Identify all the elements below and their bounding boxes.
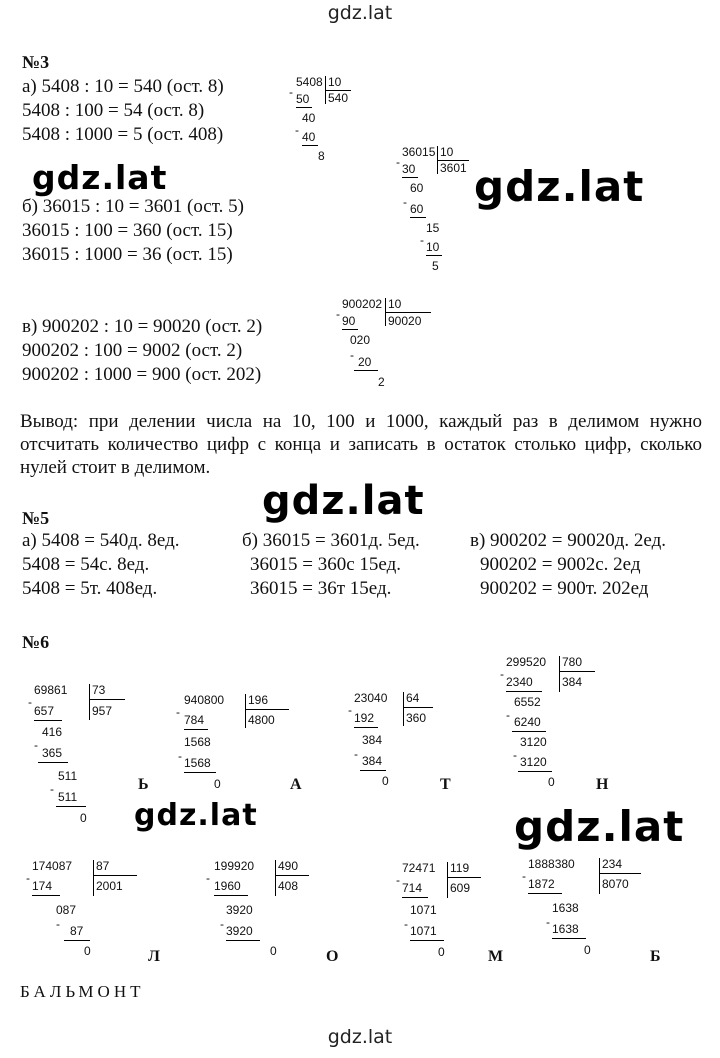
letter-n: Н [596, 776, 609, 793]
step: 40 [302, 111, 316, 125]
long-division-23040: 23040 64 360 - 192 384 - 384 0 [348, 692, 448, 792]
step: 10 [426, 240, 440, 254]
step: 50 [296, 92, 310, 106]
step: 384 [362, 733, 383, 747]
step: 1638 [552, 922, 579, 936]
quotient: 4800 [248, 713, 275, 727]
quotient: 360 [406, 711, 427, 725]
dividend: 299520 [506, 655, 547, 669]
quotient: 540 [328, 91, 349, 105]
exercise-3b-line-2: 36015 : 100 = 360 (ост. 15) [22, 220, 233, 241]
divisor: 87 [96, 859, 110, 873]
step: 0 [382, 774, 389, 788]
exercise-3a-line-2: 5408 : 100 = 54 (ост. 8) [22, 100, 205, 121]
step: 365 [42, 746, 63, 760]
answer-word: БАЛЬМОНТ [20, 982, 145, 1001]
exercise-5b-line-3: 36015 = 36т 15ед. [250, 578, 392, 599]
divisor: 73 [92, 683, 106, 697]
dividend: 23040 [354, 691, 388, 705]
conclusion-text: Вывод: при делении числа на 10, 100 и 1000, каждый раз в делимом нужно отсчитать количество цифр с конца и записать в остаток столько цифр, сколько нулей стоит в делимом. [20, 411, 702, 478]
divisor: 119 [450, 861, 470, 875]
divisor: 490 [278, 859, 299, 873]
exercise-3a-line-1: а) 5408 : 10 = 540 (ост. 8) [22, 76, 224, 97]
exercise-5c-line-1: в) 900202 = 90020д. 2ед. [470, 530, 667, 551]
exercise-5c-line-2: 900202 = 9002с. 2ед [480, 554, 641, 575]
watermark-bottom: gdz.lat [327, 1026, 393, 1048]
step: 1568 [184, 756, 211, 770]
long-division-900202: 900202 10 90020 - 90 020 - 20 2 [336, 298, 446, 398]
step: 1638 [552, 901, 579, 915]
exercise-3a-line-3: 5408 : 1000 = 5 (ост. 408) [22, 124, 224, 145]
step: 1960 [214, 879, 241, 893]
dividend: 1888380 [528, 857, 575, 871]
letter-t: Т [440, 776, 451, 793]
divisor: 780 [562, 655, 583, 669]
step: 1071 [410, 924, 437, 938]
quotient: 957 [92, 704, 113, 718]
long-division-72471: 72471 119 609 - 714 1071 - 1071 0 [396, 862, 506, 962]
step: 20 [358, 355, 372, 369]
step: 0 [548, 775, 555, 789]
long-division-1888380: 1888380 234 8070 - 1872 1638 - 1638 0 [522, 858, 652, 958]
step: 3920 [226, 924, 253, 938]
step: 60 [410, 181, 424, 195]
long-division-69861: 69861 73 957 - 657 416 - 365 511 - 511 0 [28, 684, 128, 829]
dividend: 174087 [32, 859, 73, 873]
divisor: 10 [388, 297, 402, 311]
watermark-overlay: gdz.lat [514, 802, 685, 851]
dividend: 72471 [402, 861, 436, 875]
step: 6552 [514, 695, 541, 709]
exercise-3c-line-2: 900202 : 100 = 9002 (ост. 2) [22, 340, 243, 361]
step: 90 [342, 314, 356, 328]
exercise-5a-line-3: 5408 = 5т. 408ед. [22, 578, 158, 599]
step: 3120 [520, 755, 547, 769]
step: 0 [80, 811, 87, 825]
dividend: 36015 [402, 145, 436, 159]
exercise-5c-line-3: 900202 = 900т. 202ед [480, 578, 649, 599]
step: 714 [402, 881, 423, 895]
dividend: 900202 [342, 297, 383, 311]
dividend: 940800 [184, 693, 225, 707]
step: 40 [302, 130, 316, 144]
step: 192 [354, 711, 375, 725]
long-division-174087: 174087 87 2001 - 174 087 - 87 0 [26, 860, 146, 960]
step: 3920 [226, 903, 253, 917]
quotient: 408 [278, 879, 299, 893]
step: 0 [584, 943, 591, 957]
dividend: 199920 [214, 859, 255, 873]
step: 1071 [410, 903, 437, 917]
exercise-5b-line-1: б) 36015 = 3601д. 5ед. [242, 530, 420, 551]
step: 511 [58, 790, 78, 804]
step: 6240 [514, 715, 541, 729]
step: 1872 [528, 877, 555, 891]
exercise-3-header: №3 [22, 52, 50, 72]
letter-a: А [290, 776, 302, 793]
exercise-5-header: №5 [22, 508, 50, 528]
long-division-940800: 940800 196 4800 - 784 1568 - 1568 0 [176, 694, 292, 794]
step: 60 [410, 202, 424, 216]
watermark-top: gdz.lat [327, 2, 393, 24]
step: 3120 [520, 735, 547, 749]
exercise-5b-line-2: 36015 = 360с 15ед. [250, 554, 401, 575]
step: 8 [318, 149, 325, 163]
step: 384 [362, 754, 383, 768]
divisor: 64 [406, 691, 420, 705]
exercise-3b-line-1: б) 36015 : 10 = 3601 (ост. 5) [22, 196, 244, 217]
exercise-3c-line-1: в) 900202 : 10 = 90020 (ост. 2) [22, 316, 263, 337]
letter-o: О [326, 948, 339, 965]
exercise-5a-line-2: 5408 = 54с. 8ед. [22, 554, 150, 575]
step: 416 [42, 725, 63, 739]
watermark-overlay: gdz.lat [262, 478, 425, 524]
exercise-3c-line-3: 900202 : 1000 = 900 (ост. 202) [22, 364, 262, 385]
quotient: 2001 [96, 879, 123, 893]
divisor: 234 [602, 857, 623, 871]
step: 1568 [184, 735, 211, 749]
step: 657 [34, 704, 55, 718]
quotient: 384 [562, 675, 583, 689]
letter-b: Б [650, 948, 661, 965]
long-division-299520: 299520 780 384 - 2340 6552 - 6240 3120 - 3120 0 [500, 656, 620, 801]
step: 0 [270, 944, 277, 958]
step: 784 [184, 713, 205, 727]
step: 174 [32, 879, 53, 893]
step: 2 [378, 375, 385, 389]
step: 5 [432, 259, 439, 273]
step: 2340 [506, 675, 533, 689]
quotient: 3601 [440, 161, 467, 175]
step: 511 [58, 769, 78, 783]
watermark-overlay: gdz.lat [134, 798, 258, 833]
step: 30 [402, 162, 416, 176]
step: 0 [84, 944, 91, 958]
watermark-overlay: gdz.lat [32, 158, 168, 197]
exercise-5a-line-1: а) 5408 = 540д. 8ед. [22, 530, 180, 551]
step: 0 [214, 777, 221, 791]
step: 87 [70, 924, 84, 938]
dividend: 5408 [296, 75, 323, 89]
step: 087 [56, 903, 77, 917]
long-division-5408: 5408 10 540 - 50 40 - 40 8 [288, 76, 368, 176]
exercise-3b-line-3: 36015 : 1000 = 36 (ост. 15) [22, 244, 233, 265]
divisor: 10 [440, 145, 454, 159]
long-division-36015: 36015 10 3601 - 30 60 - 60 15 - 10 5 [396, 146, 486, 274]
divisor: 196 [248, 693, 269, 707]
dividend: 69861 [34, 683, 68, 697]
letter-soft-sign: Ь [138, 776, 149, 793]
letter-l: Л [148, 948, 160, 965]
divisor: 10 [328, 75, 342, 89]
step: 0 [438, 945, 445, 959]
quotient: 609 [450, 881, 471, 895]
quotient: 90020 [388, 314, 422, 328]
step: 15 [426, 221, 440, 235]
letter-m: М [488, 948, 504, 965]
step: 020 [350, 333, 371, 347]
watermark-overlay: gdz.lat [474, 162, 645, 211]
quotient: 8070 [602, 877, 629, 891]
long-division-199920: 199920 490 408 - 1960 3920 - 3920 0 [206, 860, 326, 960]
exercise-6-header: №6 [22, 632, 50, 652]
